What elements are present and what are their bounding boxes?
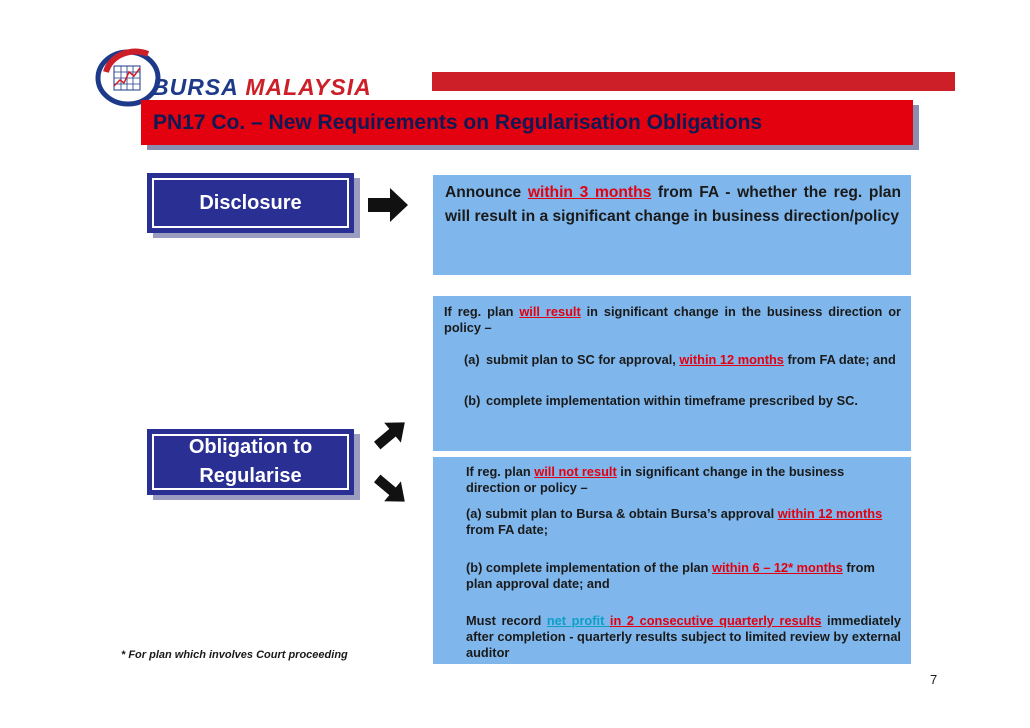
obligation-label-line1: Obligation to [188,436,313,458]
disclosure-label: Disclosure [199,191,302,214]
up-right-arrow-icon [373,416,409,452]
header-red-bar [432,72,955,91]
no-significant-change-panel [433,457,911,664]
highlight-within-3-months: within 3 months [527,184,652,201]
no-change-item-a: (a) submit plan to Bursa & obtain Bursa’s approval within 12 months from FA date; [466,506,883,537]
right-arrow-icon [368,188,408,222]
disclosure-box-frame [152,178,349,228]
obligation-box-frame [152,434,349,490]
down-right-arrow-icon [373,472,409,508]
disclosure-box [147,173,354,233]
footnote: * For plan which involves Court proceeding [121,649,348,661]
significant-change-item-a: (a) submit plan to SC for approval, within 12 months from FA date; and [464,352,896,367]
no-change-item-b: (b) complete implementation of the plan within 6 – 12* months from plan approval date; and [466,560,875,591]
logo-wordmark: BURSA MALAYSIA [152,74,372,100]
disclosure-text: Announce within 3 months from FA - whether the reg. plan will result in a significant change in business direction/policy [445,184,901,225]
title-banner [141,100,913,145]
obligation-label-line2: Regularise [199,465,302,487]
page-number: 7 [930,672,938,687]
significant-change-item-b: (b) complete implementation within timeframe prescribed by SC. [464,393,858,408]
disclosure-panel [433,175,911,275]
significant-change-panel [433,296,911,451]
no-change-intro: If reg. plan will not result in significant change in the business direction or policy – [466,464,845,495]
no-change-item-c: Must record net profit in 2 consecutive quarterly results immediately after completion - quarterly results subject to limited review by external auditor [466,613,902,660]
page-title: PN17 Co. – New Requirements on Regularisation Obligations [153,110,763,134]
obligation-box [147,429,354,495]
significant-change-intro: If reg. plan will result in significant change in the business direction or policy – [444,304,901,335]
